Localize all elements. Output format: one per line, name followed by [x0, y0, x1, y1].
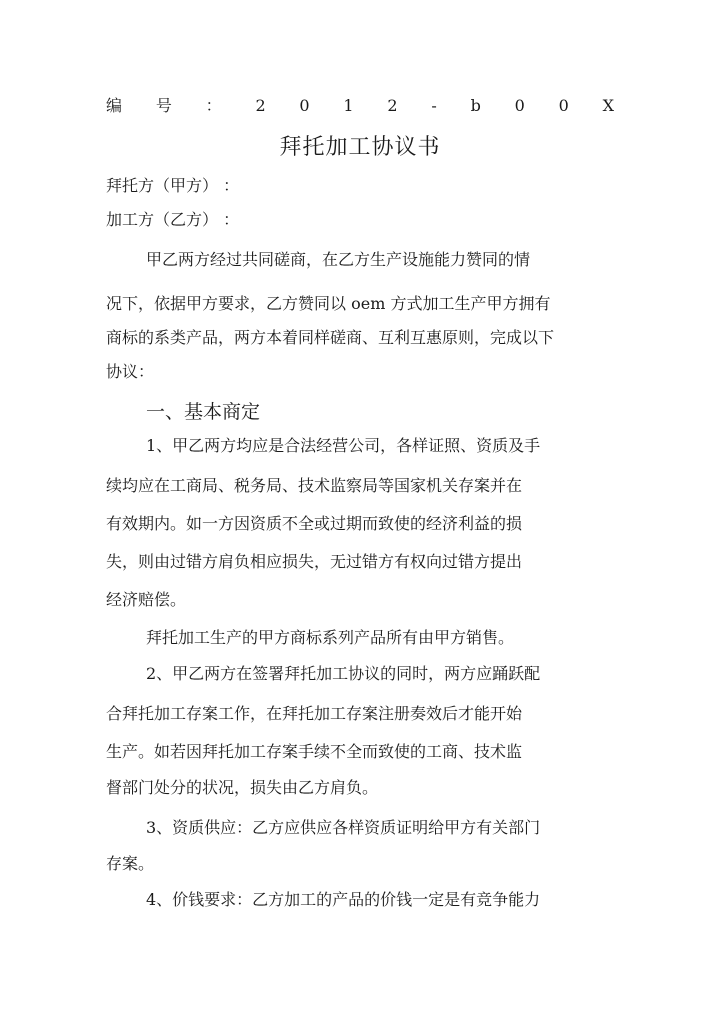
- serial-char: 号: [155, 96, 172, 115]
- serial-char: ：: [205, 96, 222, 115]
- serial-char: 0: [514, 96, 525, 115]
- body-line: 1、甲乙两方均应是合法经营公司，各样证照、资质及手: [146, 436, 541, 455]
- section-heading: 一、基本商定: [146, 401, 261, 423]
- party-a-line: 拜托方（甲方） ：: [106, 176, 240, 195]
- body-line: 经济赔偿。: [106, 590, 187, 609]
- serial-char: 2: [387, 96, 398, 115]
- body-line: 2、甲乙两方在签署拜托加工协议的同时，两方应踊跃配: [146, 664, 541, 683]
- intro-line: 甲乙两方经过共同磋商，在乙方生产设施能力赞同的情: [146, 250, 531, 269]
- body-line: 合拜托加工存案工作，在拜托加工存案注册奏效后才能开始: [106, 704, 523, 723]
- body-line: 续均应在工商局、税务局、技术监察局等国家机关存案并在: [106, 476, 523, 495]
- serial-char: X: [602, 96, 614, 115]
- document-title: 拜托加工协议书: [279, 135, 441, 160]
- party-b-line: 加工方（乙方） ：: [106, 210, 240, 229]
- intro-line: 协议：: [106, 362, 155, 381]
- body-line: 存案。: [106, 854, 155, 873]
- body-line: 有效期内。如一方因资质不全或过期而致使的经济利益的损: [106, 514, 523, 533]
- serial-char: 2: [255, 96, 266, 115]
- body-line: 督部门处分的状况，损失由乙方肩负。: [106, 778, 379, 797]
- intro-line: 商标的系类产品，两方本着同样磋商、互利互惠原则，完成以下: [106, 328, 555, 347]
- serial-char: 编: [106, 96, 123, 115]
- serial-char: 1: [343, 96, 354, 115]
- body-line: 生产。如若因拜托加工存案手续不全而致使的工商、技术监: [106, 742, 523, 761]
- body-line: 失，则由过错方肩负相应损失，无过错方有权向过错方提出: [106, 552, 523, 571]
- body-line: 4、价钱要求：乙方加工的产品的价钱一定是有竞争能力: [146, 890, 541, 909]
- document-serial-number: [106, 96, 614, 116]
- serial-char: 0: [299, 96, 310, 115]
- body-line: 3、资质供应：乙方应供应各样资质证明给甲方有关部门: [146, 818, 541, 837]
- serial-char: -: [431, 96, 437, 115]
- serial-char: b: [470, 96, 481, 115]
- body-line: 拜托加工生产的甲方商标系列产品所有由甲方销售。: [146, 628, 515, 647]
- serial-char: 0: [558, 96, 569, 115]
- intro-line: 况下，依据甲方要求，乙方赞同以 oem 方式加工生产甲方拥有: [106, 294, 551, 313]
